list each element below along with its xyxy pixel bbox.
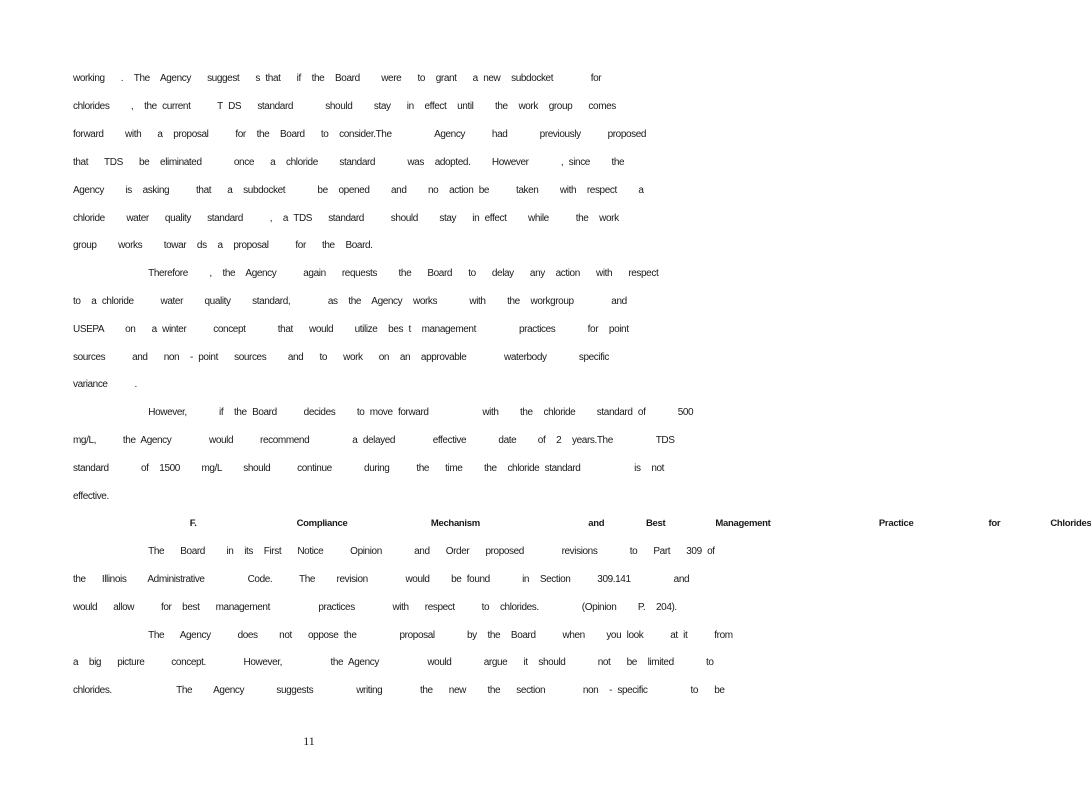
text-line-12: variance . <box>73 379 137 390</box>
text-line-6: chloride water quality standard , a TDS standard should stay in effect while the work <box>73 213 619 224</box>
text-line-20: would allow for best management practices with respect to chlorides. (Opinion P. 204). <box>73 602 677 613</box>
text-line-4: that TDS be eliminated once a chloride standard was adopted. However , since the <box>73 157 625 168</box>
text-line-5: Agency is asking that a subdocket be opened and no action be taken with respect a <box>73 185 644 196</box>
text-line-18: The Board in its First Notice Opinion and Order proposed revisions to Part 309 of <box>73 546 715 557</box>
text-line-7: group works towar ds a proposal for the Board. <box>73 240 373 251</box>
text-line-21: The Agency does not oppose the proposal by the Board when you look at it from <box>73 630 733 641</box>
text-line-3: forward with a proposal for the Board to consider.The Agency had previously proposed <box>73 129 647 140</box>
text-line-22: a big picture concept. However, the Agency would argue it should not be limited to <box>73 657 714 668</box>
text-line-23: chlorides. The Agency suggests writing the new the section non - specific to be <box>73 685 725 696</box>
text-line-11: sources and non - point sources and to work on an approvable waterbody specific <box>73 352 610 363</box>
text-line-1: working . The Agency suggest s that if the Board were to grant a new subdocket for <box>73 73 602 84</box>
text-line-15: standard of 1500 mg/L should continue during the time the chloride standard is not <box>73 463 665 474</box>
text-line-2: chlorides , the current T DS standard should stay in effect until the work group comes <box>73 101 616 112</box>
text-line-14: mg/L, the Agency would recommend a delayed effective date of 2 years.The TDS <box>73 435 675 446</box>
text-line-10: USEPA on a winter concept that would utilize bes t management practices for point <box>73 324 629 335</box>
text-line-16: effective. <box>73 491 109 502</box>
page-number: 11 <box>303 734 315 748</box>
text-line-8: Therefore , the Agency again requests the Board to delay any action with respect <box>73 268 659 279</box>
section-heading: F. Compliance Mechanism and Best Management Practice for Chlorides <box>73 518 1091 529</box>
text-line-13: However, if the Board decides to move forward with the chloride standard of 500 <box>73 407 694 418</box>
text-line-9: to a chloride water quality standard, as the Agency works with the workgroup and <box>73 296 627 307</box>
text-line-19: the Illinois Administrative Code. The revision would be found in Section 309.141 and <box>73 574 690 585</box>
